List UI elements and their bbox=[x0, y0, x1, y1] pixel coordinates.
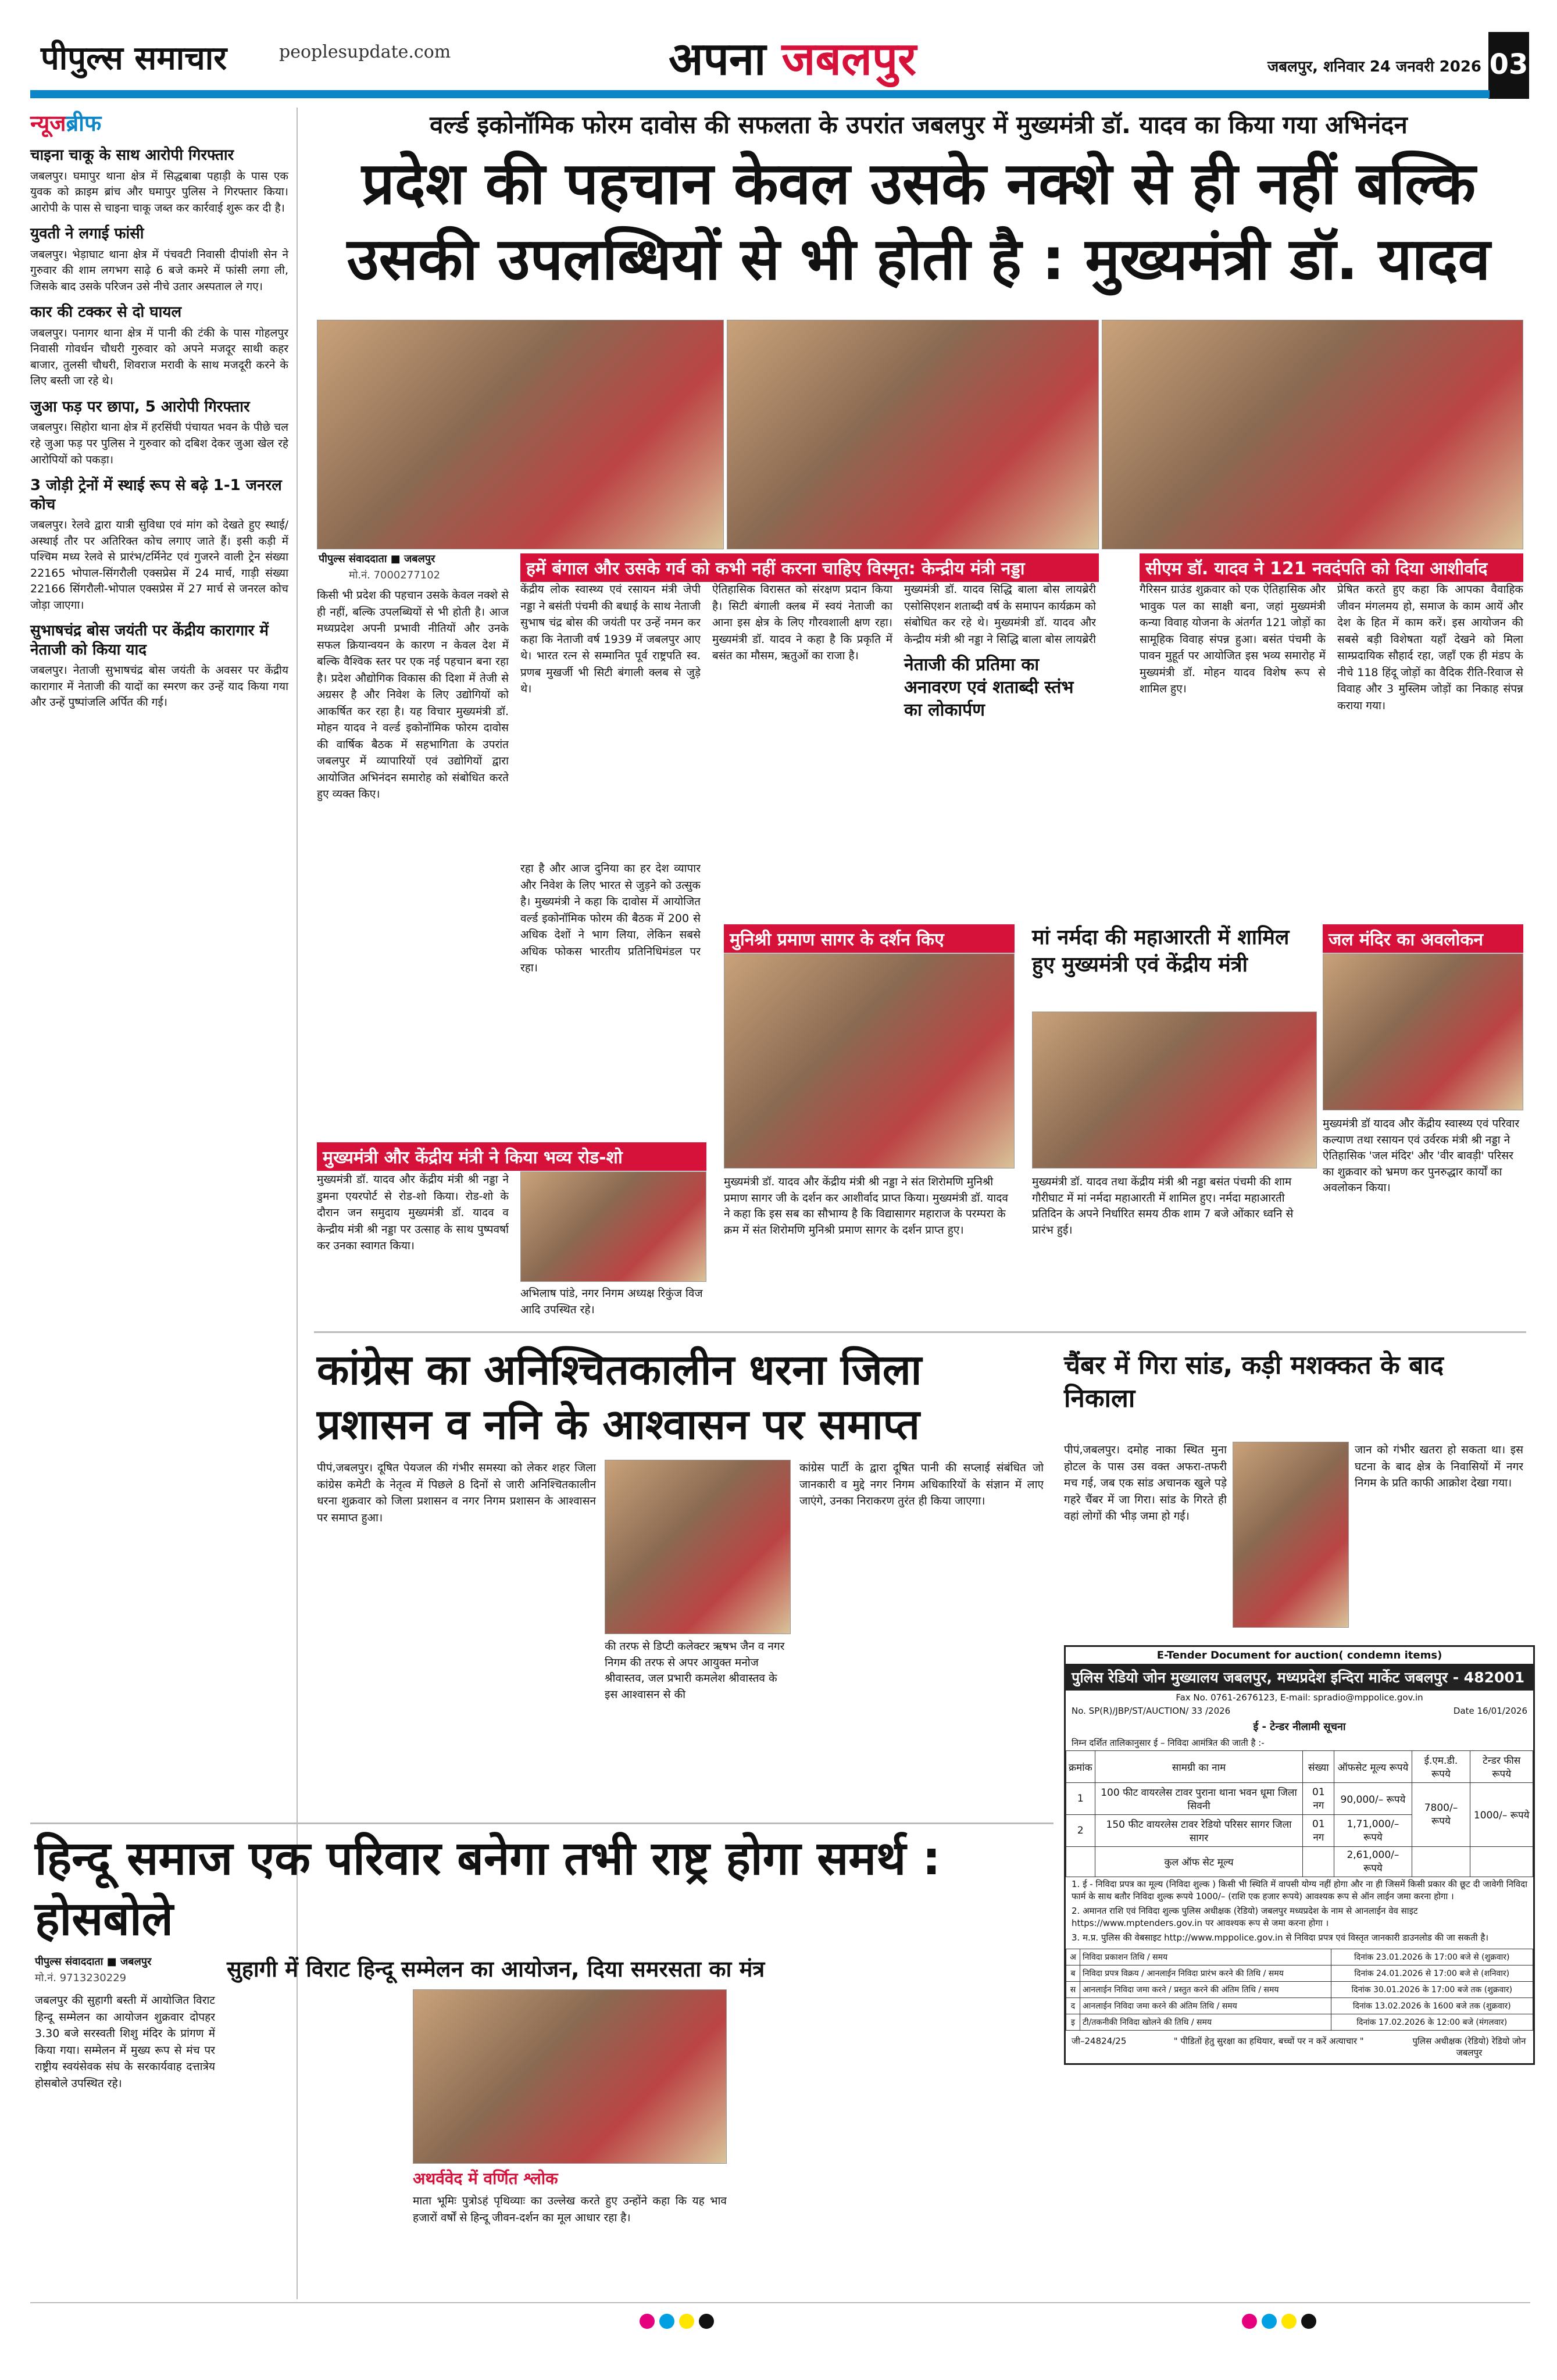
tender-slogan: " पीडितों हेतु सुरक्षा का हथियार, बच्चों पर न करें अत्याचार " bbox=[1173, 2036, 1364, 2046]
schedule-row bbox=[1066, 1998, 1533, 2014]
registration-mark bbox=[640, 2314, 655, 2329]
brief-item-title: जुआ फड़ पर छापा, 5 आरोपी गिरफ्तार bbox=[30, 398, 250, 416]
schedule-row bbox=[1066, 1949, 1533, 1966]
schedule-cell: इ bbox=[1066, 2014, 1080, 2031]
marriage-body-cont: प्रेषित करते हुए कहा कि आपका वैवाहिक जीवन मंगलमय हो, समाज के काम आयें और देश के हित में काम करें। इस आयोजन की सबसे बड़ी विशेषता यहाँ देखने को मिला साम्प्रदायिक सौहार्द रहा, जहाँ एक ही मंडप के नीचे 118 हिंदू जोड़ों का वैदिक रीति-रिवाज से विवाह और 3 मुस्लिम जोड़ों का निकाह संपन्न कराया गया। bbox=[1337, 583, 1523, 712]
congress-body: पीपं,जबलपुर। दूषित पेयजल की गंभीर समस्या को लेकर शहर जिला कांग्रेस कमेटी के नेतृत्व में पिछले 8 दिनों से जारी अनिश्चितकालीन धरना शुक्रवार को जिला प्रशासन व नगर निगम प्रशासन के आश्वासन पर समाप्त हुआ। bbox=[317, 1461, 596, 1524]
tender-code: जी–24824/25 bbox=[1072, 2036, 1127, 2046]
narmada-caption: मुख्यमंत्री डॉ. यादव तथा केंद्रीय मंत्री श्री नड्डा बसंत पंचमी की शाम गौरीघाट में मां नर्मदा महाआरती में शामिल हुए। नर्मदा महाआरती प्रतिदिन के अपने निर्धारित समय ठीक शाम 7 बजे ओंकार ध्वनि से प्रारंभ हुई। bbox=[1032, 1175, 1294, 1237]
registration-mark bbox=[659, 2314, 674, 2329]
tender-total: 2,61,000/– रूपये bbox=[1334, 1847, 1412, 1877]
bengal-body-cont: ऐतिहासिक विरासत को संरक्षण प्रदान किया है। सिटी बंगाली क्लब में स्वयं नेताजी का आना इस क्षेत्र के लिए गौरवशाली क्षण रहा। मुख्यमंत्री डॉ. यादव ने कहा है कि प्रकृति में बसंत का मौसम, ऋतुओं का राजा है। bbox=[712, 583, 892, 662]
jalmandir-caption: मुख्यमंत्री डॉ यादव और केंद्रीय स्वास्थ्य एवं परिवार कल्याण तथा रसायन एवं उर्वरक मंत्री श्री नड्डा ने ऐतिहासिक 'जल मंदिर' और 'वीर बावड़ी' परिसर का शुक्रवार को भ्रमण कर पुनरुद्धार कार्यों का अवलोकन किया। bbox=[1323, 1117, 1520, 1195]
hindu-byline: पीपुल्स संवाददाता ■ जबलपुर bbox=[35, 1956, 152, 1968]
tender-cell: 1 bbox=[1066, 1783, 1095, 1815]
lead-body: किसी भी प्रदेश की पहचान उसके केवल नक्शे से ही नहीं, बल्कि उपलब्धियों से भी होती है। आज मध्यप्रदेश अपनी प्रभावी नीतियों और उनके सफल क्रियान्वयन के कारण न केवल देश में बल्कि वैश्विक स्तर पर एक नई पहचान बना रहा है। प्रदेश औद्योगिक विकास की दिशा में तेजी से अग्रसर है और निवेश के लिए उद्योगियों को आकर्षित कर रहा है। यह विचार मुख्यमंत्री डॉ. मोहन यादव ने वर्ल्ड इकोनॉमिक फोरम दावोस की वार्षिक बैठक में सहभागिता के उपरांत जबलपुर में व्यापारियों एवं उद्योगियों द्वारा आयोजित अभिनंदन समारोह को संबोधित करते हुए व्यक्त किए। bbox=[317, 589, 509, 801]
congress-protest-photo bbox=[605, 1460, 791, 1634]
lead-byline: पीपुल्स संवाददाता ■ जबलपुर bbox=[319, 553, 435, 565]
registration-mark bbox=[699, 2314, 714, 2329]
roadshow-photo bbox=[520, 1171, 706, 1282]
tender-cell: 90,000/– रूपये bbox=[1334, 1783, 1412, 1815]
tender-cell: 2 bbox=[1066, 1815, 1095, 1847]
brief-item-text: जबलपुर। पनागर थाना क्षेत्र में पानी की टंकी के पास गोहलपुर निवासी गोवर्धन चौधरी गुरुवार को अपने मजदूर साथी कहर बाजार, तुलसी चौधरी, शिवराज मरावी के साथ मजदूरी करने के लिए बस्ती जा रहे थे। bbox=[30, 326, 288, 388]
brief-item-title: 3 जोड़ी ट्रेनों में स्थाई रूप से बढ़े 1-1 जनरल कोच bbox=[30, 477, 282, 513]
hindu-contact: मो.नं. 9713230229 bbox=[35, 1972, 127, 1984]
brief-item-text: जबलपुर। नेताजी सुभाषचंद्र बोस जयंती के अवसर पर केंद्रीय कारागार में नेताजी की यादों का स्मरण कर उन्हें याद किया गया और उन्हें पुष्पांजलि अर्पित की गई। bbox=[30, 664, 288, 709]
schedule-row bbox=[1066, 1966, 1533, 1982]
brief-item-title: कार की टक्कर से दो घायल bbox=[30, 303, 182, 321]
roadshow-body: मुख्यमंत्री डॉ. यादव और केंद्रीय मंत्री श्री नड्डा ने डुमना एयरपोर्ट से रोड-शो किया। रोड-शो के दौरान जन समुदाय मुख्यमंत्री डॉ. यादव व केन्द्रीय मंत्री श्री नड्डा पर उत्साह के साथ पुष्पवर्षा कर उनका स्वागत किया। bbox=[317, 1173, 509, 1252]
registration-mark bbox=[1242, 2314, 1257, 2329]
schedule-cell: दिनांक 17.02.2026 के 12:00 बजे (मंगलवार) bbox=[1331, 2014, 1533, 2031]
section-title-a: अपना bbox=[669, 33, 766, 85]
chamber-body: पीपं,जबलपुर। दमोह नाका स्थित मुना होटल के पास उस वक्त अफरा-तफरी मच गई, जब एक सांड अचानक खुले पड़े गहरे चैंबर में जा गिरा। सांड के गिरते ही वहां लोगों की भीड़ जमा हो गई। bbox=[1064, 1443, 1227, 1523]
bengal-headline: हमें बंगाल और उसके गर्व को कभी नहीं करना चाहिए विस्मृत: केन्द्रीय मंत्री नड्डा bbox=[520, 553, 1099, 582]
brief-item-text: जबलपुर। रेलवे द्वारा यात्री सुविधा एवं मांग को देखते हुए स्थाई/अस्थाई तौर पर अतिरिक्त कोच लगाए जाते हैं। इसी कड़ी में पश्चिम मध्य रेलवे से प्रारंभ/टर्मिनेट एवं गुजरने वाली ट्रेन संख्या 22165 भोपाल-सिंगरौली एक्सप्रेस में 24 मार्च, गाड़ी संख्या 22166 सिंगरौली-भोपाल एक्सप्रेस में 27 मार्च से जनरल कोच जोड़ा जाएगा। bbox=[30, 519, 288, 612]
schedule-cell: दिनांक 24.01.2026 से 17:00 बजे से (शनिवार) bbox=[1331, 1966, 1533, 1982]
schedule-cell: ब bbox=[1066, 1966, 1080, 1982]
mass-wedding-photo bbox=[1102, 320, 1523, 549]
tender-total-label: कुल ऑफ सेट मूल्य bbox=[1095, 1847, 1303, 1877]
schedule-cell: टी/तकनीकी निविदा खोलने की तिथि / समय bbox=[1080, 2014, 1331, 2031]
footer-divider bbox=[30, 2302, 1530, 2303]
section-title-b: जबलपुर bbox=[781, 33, 917, 85]
congress-headline: कांग्रेस का अनिश्चितकालीन धरना जिला प्रशासन व ननि के आश्वासन पर समाप्त bbox=[317, 1345, 922, 1449]
roadshow-caption: अभिलाष पांडे, नगर निगम अध्यक्ष रिकुंज विज आदि उपस्थित रहे। bbox=[520, 1287, 703, 1316]
section-divider bbox=[30, 1822, 1054, 1824]
tender-fax: Fax No. 0761-2676123, E-mail: spradio@mppolice.gov.in bbox=[1176, 1692, 1423, 1703]
netaji-statue-photo bbox=[727, 320, 1099, 549]
netaji-section bbox=[904, 581, 1096, 721]
tender-header-cell: संख्या bbox=[1303, 1751, 1334, 1783]
schedule-cell: स bbox=[1066, 1982, 1080, 1998]
tender-header-cell: सामग्री का नाम bbox=[1095, 1751, 1303, 1783]
hindu-photo-label: अथर्ववेद में वर्णित श्लोक bbox=[413, 2169, 558, 2189]
tender-signature: पुलिस अधीक्षक (रेडियो) रेडियो जोन जबलपुर bbox=[1412, 2036, 1526, 2058]
schedule-cell: अ bbox=[1066, 1949, 1080, 1966]
tender-table bbox=[1066, 1750, 1533, 1877]
congress-caption: की तरफ से डिप्टी कलेक्टर ऋषभ जैन व नगर निगम की तरफ से अपर आयुक्त मनोज श्रीवास्तव, जल प्रभारी कमलेश श्रीवास्तव के इस आश्वासन से की bbox=[605, 1640, 785, 1701]
tender-schedule bbox=[1066, 1949, 1533, 2031]
tender-header-cell: क्रमांक bbox=[1066, 1751, 1095, 1783]
bengal-body: केंद्रीय लोक स्वास्थ्य एवं रसायन मंत्री जेपी नड्डा ने बसंती पंचमी की बधाई के साथ नेताजी सुभाष चंद्र बोस की जयंती पर उन्हें नमन कर कहा कि नेताजी वर्ष 1939 में जबलपुर आए थे। भारत रत्न से सम्मानित पूर्व राष्ट्रपति स्व. प्रणब मुखर्जी भी सिटी बंगाली क्लब से जुड़े थे। bbox=[520, 583, 701, 695]
header-divider bbox=[30, 90, 1490, 98]
tender-cell: 150 फीट वायरलेस टावर रेडियो परिसर सागर जिला सागर bbox=[1095, 1815, 1303, 1847]
registration-mark bbox=[1301, 2314, 1316, 2329]
brief-item-text: जबलपुर। सिहोरा थाना क्षेत्र में हरसिंघी पंचायत भवन के पीछे चल रहे जुआ फड़ पर पुलिस ने गुरुवार को दबिश देकर जुआ खेल रहे आरोपियों को पकड़ा। bbox=[30, 421, 288, 466]
lead-header bbox=[314, 109, 1523, 297]
tender-date: Date 16/01/2026 bbox=[1453, 1706, 1527, 1716]
hindu-section bbox=[35, 1828, 1055, 2226]
lead-contact: मो.नं. 7000277102 bbox=[349, 569, 441, 581]
tender-row bbox=[1066, 1783, 1533, 1815]
schedule-cell: दिनांक 13.02.2026 के 1600 बजे तक (शुक्रवार) bbox=[1331, 1998, 1533, 2014]
schedule-cell: दिनांक 30.01.2026 के 17:00 बजे तक (शुक्रवार) bbox=[1331, 1982, 1533, 1998]
brief-item-title: सुभाषचंद्र बोस जयंती पर केंद्रीय कारागार में नेताजी को किया याद bbox=[30, 622, 269, 659]
page-number: 03 bbox=[1488, 32, 1529, 99]
schedule-cell: आनलाईन निविदा जमा करने / प्रस्तुत करने की अंतिम तिथि / समय bbox=[1080, 1982, 1331, 1998]
brief-item-title: चाइना चाकू के साथ आरोपी गिरफ्तार bbox=[30, 146, 234, 164]
tender-subtitle: ई - टेन्डर नीलामी सूचना bbox=[1253, 1721, 1346, 1733]
tender-emd: 7800/– रूपये bbox=[1412, 1783, 1470, 1847]
tender-note: 2. अमानत राशि एवं निविदा शुल्क पुलिस अधीक्षक (रेडियो) जबलपुर मध्यप्रदेश के नाम से आनलाईन वेव साइट https://www.mptenders.gov.in पर आवश्यक रूप से जमा करना होगा । bbox=[1072, 1906, 1418, 1928]
brief-title-a: न्यूज bbox=[30, 110, 66, 136]
tender-note: 3. म.प्र. पुलिस की वेबसाइट http://www.mppolice.gov.in से निविदा प्रपत्र एवं विस्तृत जानकारी डाउनलोड की जा सकती है। bbox=[1072, 1932, 1489, 1943]
schedule-cell: आनलाईन निविदा जमा करने की अंतिम तिथि / समय bbox=[1080, 1998, 1331, 2014]
netaji-intro: मुख्यमंत्री डॉ. यादव सिद्धि बाला बोस लायब्रेरी एसोसिएशन शताब्दी वर्ष के समापन कार्यक्रम को संबोधित कर रहे थे। मुख्यमंत्री डॉ. यादव और केन्द्रीय मंत्री श्री नड्डा ने सिद्धि बाला बोस लायब्रेरी bbox=[904, 583, 1096, 646]
tender-org: पुलिस रेडियो जोन मुख्यालय जबलपुर, मध्यप्रदेश इन्दिरा मार्केट जबलपुर - 482001 bbox=[1066, 1664, 1533, 1691]
lead-kicker: वर्ल्ड इकोनॉमिक फोरम दावोस की सफलता के उपरांत जबलपुर में मुख्यमंत्री डॉ. यादव का किया गया अभिनंदन bbox=[430, 110, 1408, 139]
hindu-sammelan-photo bbox=[413, 1989, 727, 2164]
schedule-row bbox=[1066, 2014, 1533, 2031]
e-tender-notice bbox=[1064, 1645, 1535, 2065]
hindu-body-cont: माता भूमिः पुत्रोऽहं पृथिव्याः का उल्लेख करते हुए उन्होंने कहा कि यह भाव हजारों वर्षों से हिन्दू जीवन-दर्शन का मूल आधार रहा है। bbox=[413, 2195, 727, 2224]
tender-cell: 100 फीट वायरलेस टावर पुराना थाना भवन धूमा जिला सिवनी bbox=[1095, 1783, 1303, 1815]
hindu-body: जबलपुर की सुहागी बस्ती में आयोजित विराट हिन्दू सम्मेलन का आयोजन शुक्रवार दोपहर 3.30 बजे सरस्वती शिशु मंदिर के प्रांगण में किया गया। सम्मेलन में मुख्य रूप से मंच पर राष्ट्रीय स्वयंसेवक संघ के सरकार्यवाह दत्तात्रेय होसबोले उपस्थित रहे। bbox=[35, 1994, 215, 2090]
issue-date: जबलपुर, शनिवार 24 जनवरी 2026 bbox=[1267, 58, 1482, 76]
tender-cell: 1,71,000/– रूपये bbox=[1334, 1815, 1412, 1847]
narmada-headline: मां नर्मदा की महाआरती में शामिल हुए मुख्यमंत्री एवं केंद्रीय मंत्री bbox=[1032, 925, 1290, 977]
schedule-cell: निविदा प्रकाशन तिथि / समय bbox=[1080, 1949, 1331, 1966]
tender-ref: No. SP(R)/JBP/ST/AUCTION/ 33 /2026 bbox=[1072, 1706, 1231, 1716]
schedule-row bbox=[1066, 1982, 1533, 1998]
brief-title-b: ब्रीफ bbox=[66, 110, 102, 136]
hindu-subhead: सुहागी में विराट हिन्दू सम्मेलन का आयोजन, दिया समरसता का मंत्र bbox=[227, 1956, 765, 1982]
hindu-headline: हिन्दू समाज एक परिवार बनेगा तभी राष्ट्र होगा समर्थ : होसबोले bbox=[35, 1831, 941, 1946]
marriage-headline: सीएम डॉ. यादव ने 121 नवदंपति को दिया आशीर्वाद bbox=[1140, 553, 1523, 582]
netaji-headline: नेताजी की प्रतिमा का अनावरण एवं शताब्दी स्तंभ का लोकार्पण bbox=[904, 655, 1074, 720]
congress-section bbox=[317, 1343, 1055, 1703]
tender-intro: निम्न दर्शित तालिकानुसार ई – निविदा आमंत्रित की जाती है :- bbox=[1072, 1738, 1265, 1748]
congress-body-cont: कांग्रेस पार्टी के द्वारा दूषित पानी की सप्लाई संबंधित जो जानकारी व मुद्दे नगर निगम अधिकारियों के संज्ञान में लाए जाएंगे, उनका निराकरण तुरंत ही किया जाएगा। bbox=[799, 1461, 1044, 1508]
registration-mark bbox=[1262, 2314, 1277, 2329]
tender-title: E-Tender Document for auction( condemn items) bbox=[1156, 1649, 1442, 1661]
tender-cell: 01 नग bbox=[1303, 1815, 1334, 1847]
news-brief-heading bbox=[30, 108, 288, 138]
muni-photo bbox=[724, 953, 1015, 1168]
tender-header-cell: टेन्डर फीस रूपये bbox=[1470, 1751, 1533, 1783]
tender-header-cell: ई.एम.डी. रूपये bbox=[1412, 1751, 1470, 1783]
chamber-body-cont: जान को गंभीर खतरा हो सकता था। इस घटना के बाद क्षेत्र के निवासियों में नगर निगम के प्रति काफी आक्रोश देखा गया। bbox=[1355, 1443, 1523, 1489]
schedule-cell: निविदा प्रपत्र विक्रय / आनलाईन निविदा प्रारंभ करने की तिथि / समय bbox=[1080, 1966, 1331, 1982]
jalmandir-headline: जल मंदिर का अवलोकन bbox=[1323, 924, 1523, 953]
muni-headline: मुनिश्री प्रमाण सागर के दर्शन किए bbox=[724, 924, 1015, 953]
brief-item-text: जबलपुर। भेड़ाघाट थाना क्षेत्र में पंचवटी निवासी दीपांशी सेन ने गुरुवार की शाम लगभग साढ़े 6 बजे कमरे में फांसी लगा ली, जिसके बाद उसके परिजन उसे नीचे उतार अस्पताल ले गए। bbox=[30, 248, 288, 293]
newspaper-logo: पीपुल्स समाचार bbox=[41, 39, 227, 77]
lead-headline: प्रदेश की पहचान केवल उसके नक्शे से ही नहीं बल्कि उसकी उपलब्धियों से भी होती है : मुख्यमंत्री डॉ. यादव bbox=[347, 149, 1491, 293]
tender-cell: 01 नग bbox=[1303, 1783, 1334, 1815]
schedule-cell: दिनांक 23.01.2026 के 17:00 बजे से (शुक्रवार) bbox=[1331, 1949, 1533, 1966]
bull-chamber-photo bbox=[1233, 1442, 1349, 1628]
jalmandir-photo bbox=[1323, 953, 1523, 1110]
tender-fee: 1000/– रूपये bbox=[1470, 1783, 1533, 1847]
brief-item-text: जबलपुर। घमापुर थाना क्षेत्र में सिद्धबाबा पहाड़ी के पास एक युवक को क्राइम ब्रांच और घमापुर पुलिस ने गिरफ्तार किया। आरोपी के पास से चाइना चाकू जब्त कर कार्रवाई शुरू कर दी है। bbox=[30, 169, 288, 215]
roadshow-headline: मुख्यमंत्री और केंद्रीय मंत्री ने किया भव्य रोड-शो bbox=[317, 1142, 706, 1171]
marriage-body: गैरिसन ग्राउंड शुक्रवार को एक ऐतिहासिक और भावुक पल का साक्षी बना, जहां मुख्यमंत्री कन्या विवाह योजना के अंतर्गत 121 जोड़ों का सामूहिक विवाह संपन्न हुआ। बसंत पंचमी के पावन मुहूर्त पर आयोजित इस भव्य समारोह में मुख्यमंत्री डॉ. मोहन यादव विशेष रूप से शामिल हुए। bbox=[1140, 583, 1326, 695]
narmada-aarti-photo bbox=[1032, 1012, 1317, 1168]
lead-body-cont: रहा है और आज दुनिया का हर देश व्यापार और निवेश के लिए भारत से जुड़ने को उत्सुक है। मुख्यमंत्री ने कहा कि दावोस में आयोजित वर्ल्ड इकोनॉमिक फोरम की बैठक में 200 से अधिक देशों ने भाग लिया, लेकिन सबसे अधिक फोकस भारतीय प्रतिनिधिमंडल पर रहा। bbox=[520, 862, 701, 974]
brief-item-title: युवती ने लगाई फांसी bbox=[30, 225, 144, 243]
registration-mark bbox=[1281, 2314, 1297, 2329]
chamber-headline: चैंबर में गिरा सांड, कड़ी मशक्कत के बाद निकाला bbox=[1064, 1350, 1444, 1414]
cm-speech-photo bbox=[317, 320, 724, 549]
tender-note: 1. ई - निविदा प्रपत्र का मूल्य (निविदा शुल्क ) किसी भी स्थिति में वापसी योग्य नहीं होगा और ना ही जिसमें किसी प्रकार की छूट दी जावेगी निविदा फार्म के साथ बतौर निविदा शुल्क रूपये 1000/– (राशि एक हजार रूपये) आवश्यक रूप से ऑन लाईन जमा करना होगा । bbox=[1072, 1879, 1527, 1902]
section-title bbox=[669, 26, 916, 88]
section-divider bbox=[314, 1331, 1526, 1333]
registration-mark bbox=[679, 2314, 694, 2329]
muni-caption: मुख्यमंत्री डॉ. यादव और केंद्रीय मंत्री श्री नड्डा ने संत शिरोमणि मुनिश्री प्रमाण सागर जी के दर्शन कर आशीर्वाद प्राप्त किया। मुख्यमंत्री डॉ. यादव ने कहा कि इस सब का सौभाग्य है कि विद्यासागर महाराज के परम्परा के क्रम में संत शिरोमणि मुनिश्री प्रमाण सागर के दर्शन प्राप्त हुए। bbox=[724, 1175, 1008, 1237]
tender-header-cell: ऑफसेट मूल्य रूपये bbox=[1334, 1751, 1412, 1783]
tender-total-row bbox=[1066, 1847, 1533, 1877]
schedule-cell: द bbox=[1066, 1998, 1080, 2014]
website-link[interactable]: peoplesupdate.com bbox=[279, 42, 451, 62]
